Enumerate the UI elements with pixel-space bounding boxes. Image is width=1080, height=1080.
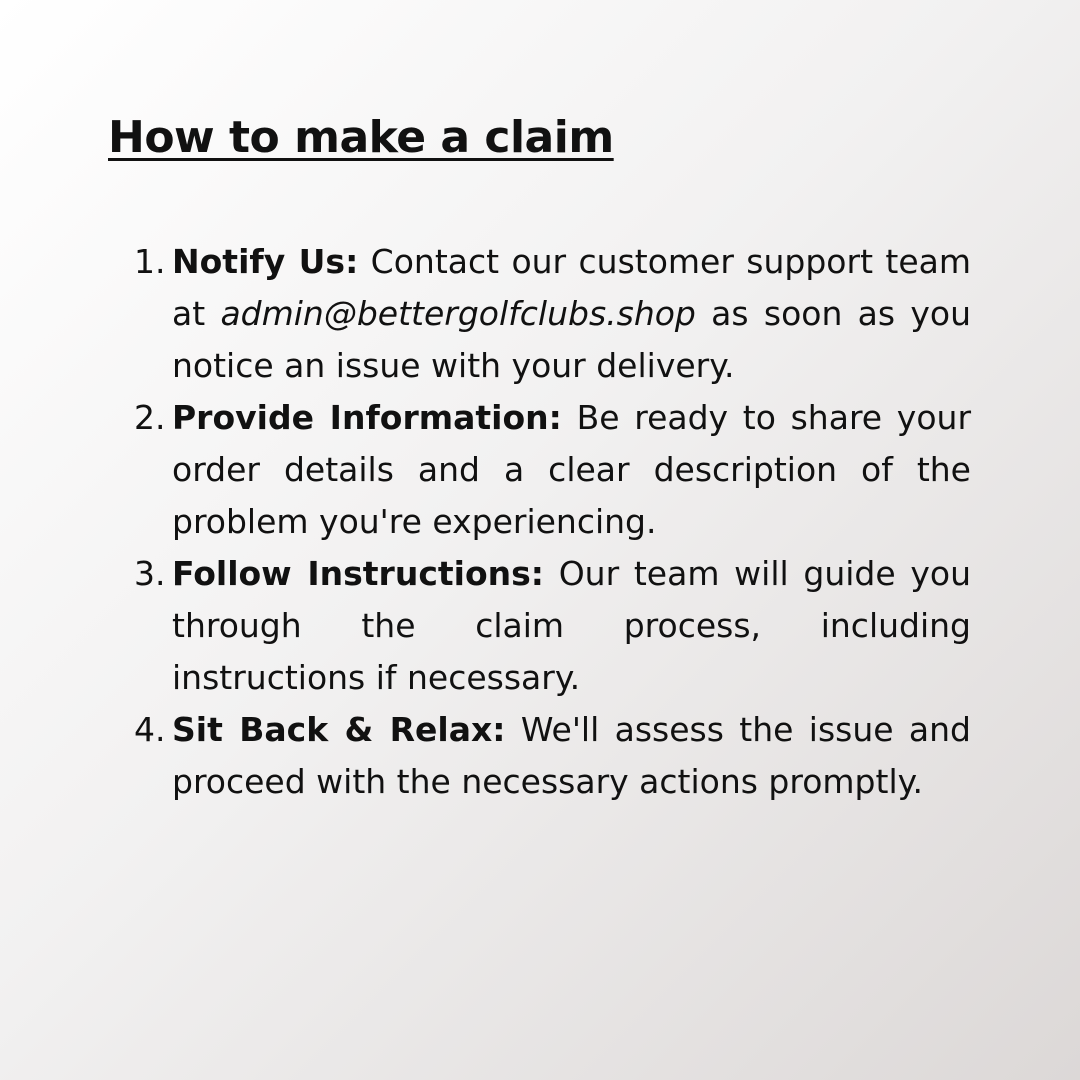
step-text: Contact our customer support team at bbox=[172, 242, 972, 333]
step-provide-information bbox=[134, 392, 972, 548]
step-number: 1. bbox=[134, 242, 166, 281]
step-follow-instructions bbox=[134, 548, 971, 704]
step-number: 2. bbox=[134, 398, 166, 437]
step-text: Our team will guide you through the claim process, including instructions if necessary. bbox=[172, 554, 971, 697]
step-heading: Sit Back & Relax: bbox=[172, 710, 506, 749]
step-number: 4. bbox=[134, 710, 166, 749]
claim-steps-list bbox=[134, 236, 972, 808]
step-heading: Provide Information: bbox=[172, 398, 562, 437]
step-heading: Follow Instructions: bbox=[172, 554, 544, 593]
step-text: Be ready to share your order details and a clear description of the problem you're experiencing. bbox=[172, 398, 972, 541]
step-notify-us bbox=[134, 236, 972, 392]
step-sit-back-relax bbox=[134, 704, 971, 808]
step-number: 3. bbox=[134, 554, 166, 593]
page-title: How to make a claim bbox=[108, 112, 614, 163]
step-text: as soon as you notice an issue with your delivery. bbox=[172, 294, 971, 385]
support-email: admin@bettergolfclubs.shop bbox=[220, 294, 696, 333]
step-heading: Notify Us: bbox=[172, 242, 359, 281]
step-text: We'll assess the issue and proceed with the necessary actions promptly. bbox=[172, 710, 971, 801]
